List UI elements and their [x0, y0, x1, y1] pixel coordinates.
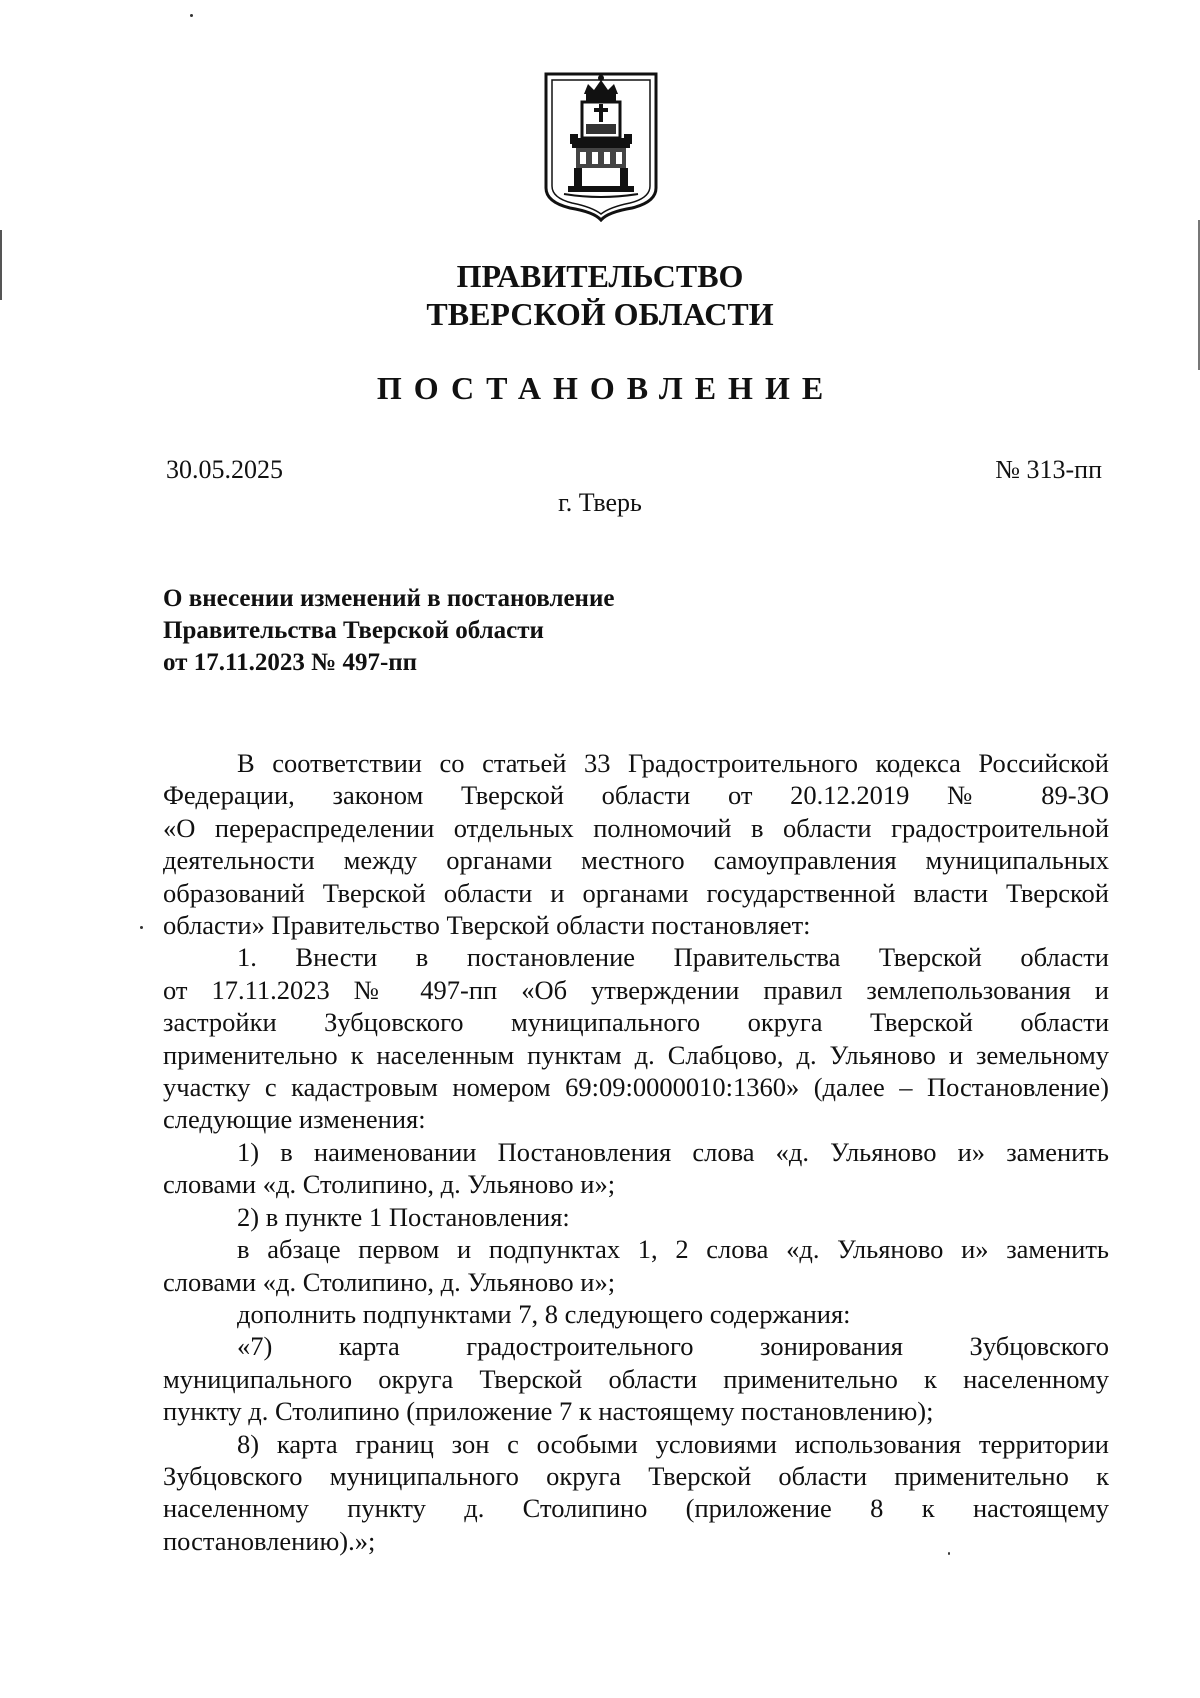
subject-line: Правительства Тверской области	[163, 617, 544, 644]
body-line: образований Тверской области и органами государственной власти Тверской	[163, 877, 1109, 908]
document-number: № 313-пп	[995, 455, 1102, 484]
body-line: участку с кадастровым номером 69:09:0000010:1360» (далее – Постановление)	[163, 1072, 1109, 1103]
body-line: «7) карта градостроительного зонирования Зубцовского	[237, 1331, 1109, 1362]
body-line: муниципального округа Тверской области применительно к населенному	[163, 1363, 1109, 1394]
body-line: Зубцовского муниципального округа Тверской области применительно к	[163, 1460, 1109, 1491]
body-line: от 17.11.2023 № 497-пп «Об утверждении правил землепользования и	[163, 974, 1109, 1005]
scan-speck	[140, 926, 143, 929]
document-body	[163, 747, 1109, 1557]
issuing-authority-line2: ТВЕРСКОЙ ОБЛАСТИ	[426, 296, 774, 332]
body-line: застройки Зубцовского муниципального округа Тверской области	[163, 1007, 1109, 1038]
body-line: деятельности между органами местного самоуправления муниципальных	[163, 845, 1109, 876]
body-line: 1. Внести в постановление Правительства Тверской области	[237, 942, 1109, 973]
subject-line: от 17.11.2023 № 497-пп	[163, 649, 418, 676]
body-line: 2) в пункте 1 Постановления:	[237, 1201, 570, 1232]
body-line: словами «д. Столипино, д. Ульяново и»;	[163, 1266, 616, 1297]
subject-line: О внесении изменений в постановление	[163, 585, 615, 612]
document-city: г. Тверь	[558, 488, 642, 517]
body-line: применительно к населенным пунктам д. Слабцово, д. Ульяново и земельному	[163, 1039, 1109, 1070]
body-line: 1) в наименовании Постановления слова «д. Ульяново и» заменить	[237, 1136, 1109, 1167]
document-subject	[163, 583, 614, 679]
document-type: ПОСТАНОВЛЕНИЕ	[376, 370, 836, 406]
body-line: постановлению).»;	[163, 1525, 376, 1556]
document-date: 30.05.2025	[166, 455, 283, 484]
body-line: В соответствии со статьей 33 Градостроительного кодекса Российской	[237, 748, 1109, 778]
body-line: пункту д. Столипино (приложение 7 к настоящему постановлению);	[163, 1396, 934, 1427]
scan-speck	[190, 14, 193, 17]
body-line: словами «д. Столипино, д. Ульяново и»;	[163, 1169, 616, 1200]
body-line: Федерации, законом Тверской области от 20.12.2019 № 89-ЗО	[163, 780, 1109, 811]
body-line: населенному пункту д. Столипино (приложение 8 к настоящему	[163, 1493, 1109, 1524]
body-line: следующие изменения:	[163, 1104, 426, 1135]
body-line: в абзаце первом и подпунктах 1, 2 слова «д. Ульяново и» заменить	[237, 1234, 1109, 1265]
issuing-authority-line1: ПРАВИТЕЛЬСТВО	[456, 258, 744, 294]
body-line: области» Правительство Тверской области постановляет:	[163, 910, 811, 941]
scan-speck	[948, 1552, 950, 1555]
body-line: «О перераспределении отдельных полномочий в области градостроительной	[163, 812, 1109, 843]
body-line: дополнить подпунктами 7, 8 следующего содержания:	[237, 1298, 851, 1329]
body-line: 8) карта границ зон с особыми условиями использования территории	[237, 1428, 1109, 1459]
coat-of-arms-emblem	[542, 70, 660, 222]
